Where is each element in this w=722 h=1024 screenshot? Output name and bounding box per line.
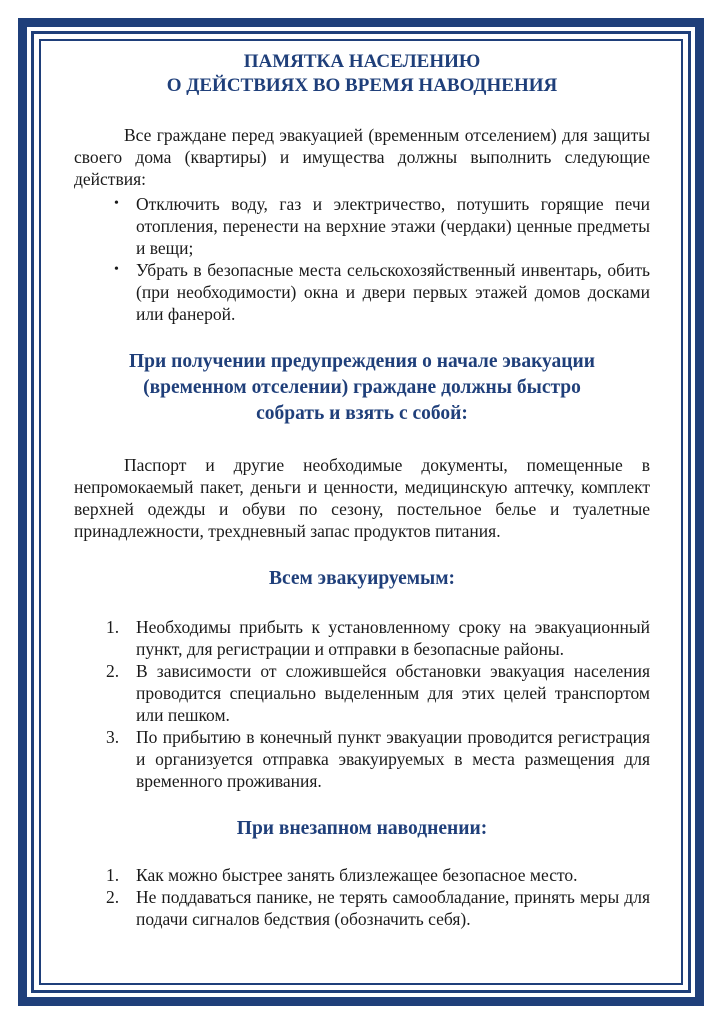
page-title xyxy=(74,50,650,98)
list-item-number: 2. xyxy=(106,887,120,907)
list-item-text: Отключить воду, газ и электричество, потушить горящие печи отопления, перенести на верхние этажи (чердаки) ценные предметы и вещи; xyxy=(136,194,650,258)
page-title-line-1: ПАМЯТКА НАСЕЛЕНИЮ xyxy=(243,51,481,72)
list-item-number: 1. xyxy=(106,617,120,637)
warning-heading-line-3: собрать и взять с собой: xyxy=(256,403,468,424)
intro-paragraph: Все граждане перед эвакуацией (временным отселением) для защиты своего дома (квартиры) и имущества должны выполнить следующие действия: xyxy=(74,125,650,189)
list-item-number: 1. xyxy=(106,865,120,885)
evacuees-heading: Всем эвакуируемым: xyxy=(268,568,456,589)
warning-paragraph: Паспорт и другие необходимые документы, помещенные в непромокаемый пакет, деньги и ценности, медицинскую аптечку, комплект верхней одежды и обуви по сезону, постельное белье и туалетные принадлежности, трехдневный запас продуктов питания. xyxy=(74,455,650,541)
list-item-number: 3. xyxy=(106,727,120,747)
list-item-text: Необходимы прибыть к установленному сроку на эвакуационный пункт, для регистрации и отправки в безопасные районы. xyxy=(136,617,650,659)
list-item xyxy=(106,886,650,930)
list-item-text: По прибытию в конечный пункт эвакуации проводится регистрация и организуется отправка эвакуируемых в места размещения для временного проживания. xyxy=(136,727,650,791)
list-item xyxy=(106,864,650,886)
warning-heading-line-2: (временном отселении) граждане должны быстро xyxy=(143,377,581,398)
intro-bullet-list xyxy=(74,193,650,325)
sudden-flood-heading: При внезапном наводнении: xyxy=(236,818,488,839)
evacuees-list xyxy=(74,616,650,792)
page-title-line-2: О ДЕЙСТВИЯХ ВО ВРЕМЯ НАВОДНЕНИЯ xyxy=(166,75,558,96)
list-item-text: Как можно быстрее занять близлежащее безопасное место. xyxy=(136,865,578,885)
bullet-icon: • xyxy=(114,262,119,277)
warning-heading xyxy=(74,349,650,427)
list-item-number: 2. xyxy=(106,661,120,681)
sudden-flood-list xyxy=(74,864,650,930)
list-item-text: Не поддаваться панике, не терять самообладание, принять меры для подачи сигналов бедствия (обозначить себя). xyxy=(136,887,650,929)
list-item xyxy=(114,259,650,325)
warning-heading-line-1: При получении предупреждения о начале эвакуации xyxy=(129,351,595,372)
list-item xyxy=(106,660,650,726)
list-item xyxy=(106,616,650,660)
list-item xyxy=(106,726,650,792)
list-item-text: Убрать в безопасные места сельскохозяйственный инвентарь, обить (при необходимости) окна и двери первых этажей домов досками или фанерой. xyxy=(136,260,650,324)
list-item xyxy=(114,193,650,259)
bullet-icon: • xyxy=(114,196,119,211)
document-body xyxy=(74,50,650,930)
list-item-text: В зависимости от сложившейся обстановки эвакуация населения проводится специально выделенным для этих целей транспортом или пешком. xyxy=(136,661,650,725)
